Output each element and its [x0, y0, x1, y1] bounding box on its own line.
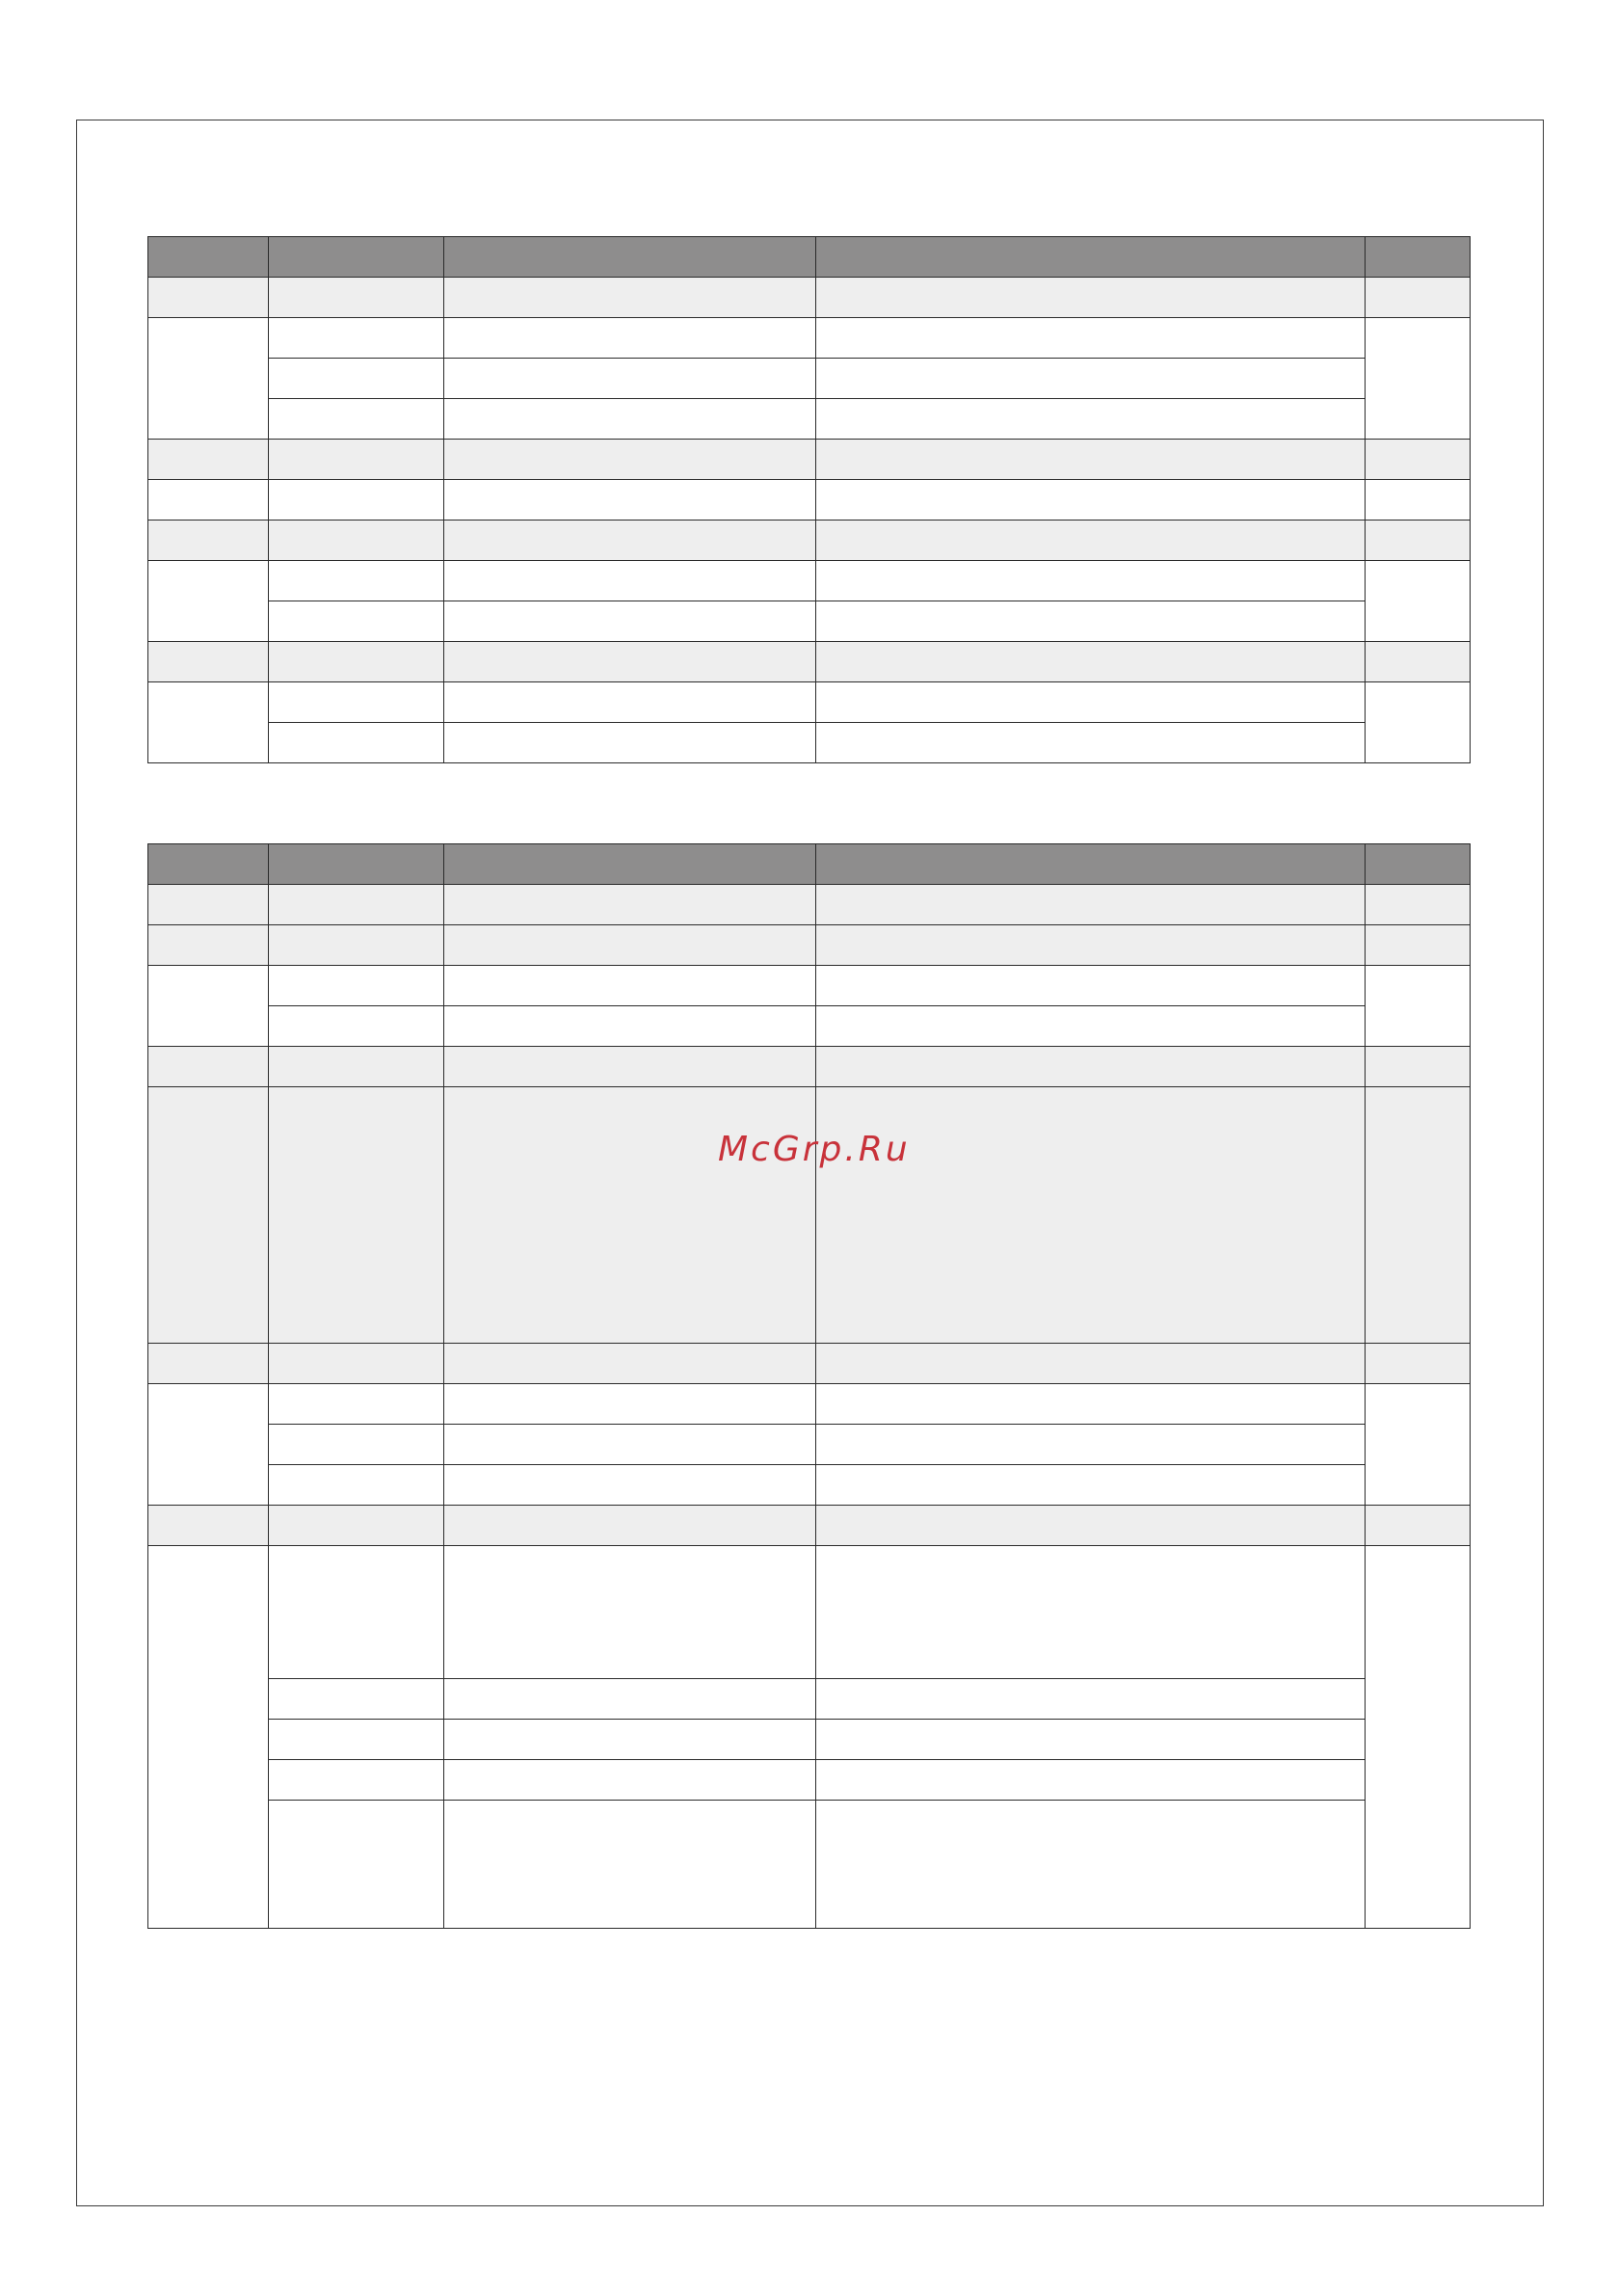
header-cell — [269, 237, 444, 278]
table-row — [148, 885, 1471, 925]
header-cell — [269, 844, 444, 885]
header-cell — [1366, 844, 1471, 885]
header-cell — [444, 237, 816, 278]
table-row — [148, 601, 1471, 642]
table-row — [148, 723, 1471, 763]
table-row — [148, 1760, 1471, 1801]
table-row — [148, 561, 1471, 601]
header-cell — [148, 844, 269, 885]
table-header-row — [148, 844, 1471, 885]
header-cell — [816, 844, 1366, 885]
table-row — [148, 399, 1471, 440]
table-row — [148, 925, 1471, 966]
table-row — [148, 682, 1471, 723]
table-row — [148, 1006, 1471, 1047]
header-cell — [444, 844, 816, 885]
table-row — [148, 1344, 1471, 1384]
table-row — [148, 642, 1471, 682]
table-row — [148, 521, 1471, 561]
header-cell — [148, 237, 269, 278]
table-row — [148, 1087, 1471, 1344]
table-row — [148, 1384, 1471, 1425]
table-row — [148, 1679, 1471, 1720]
table-row — [148, 359, 1471, 399]
header-cell — [1366, 237, 1471, 278]
table-row — [148, 1801, 1471, 1929]
table-row — [148, 1465, 1471, 1506]
table-row — [148, 278, 1471, 318]
watermark-logo: McGrp.Ru — [718, 1130, 911, 1169]
table-row — [148, 1047, 1471, 1087]
table-row — [148, 1425, 1471, 1465]
table-row — [148, 1720, 1471, 1760]
table-row — [148, 440, 1471, 480]
header-cell — [816, 237, 1366, 278]
table-row — [148, 1506, 1471, 1546]
table-row — [148, 480, 1471, 521]
table-row — [148, 966, 1471, 1006]
table-header-row — [148, 237, 1471, 278]
spec-table-1 — [147, 236, 1471, 763]
spec-table-2 — [147, 843, 1471, 1929]
table-row — [148, 318, 1471, 359]
table-row — [148, 1546, 1471, 1679]
